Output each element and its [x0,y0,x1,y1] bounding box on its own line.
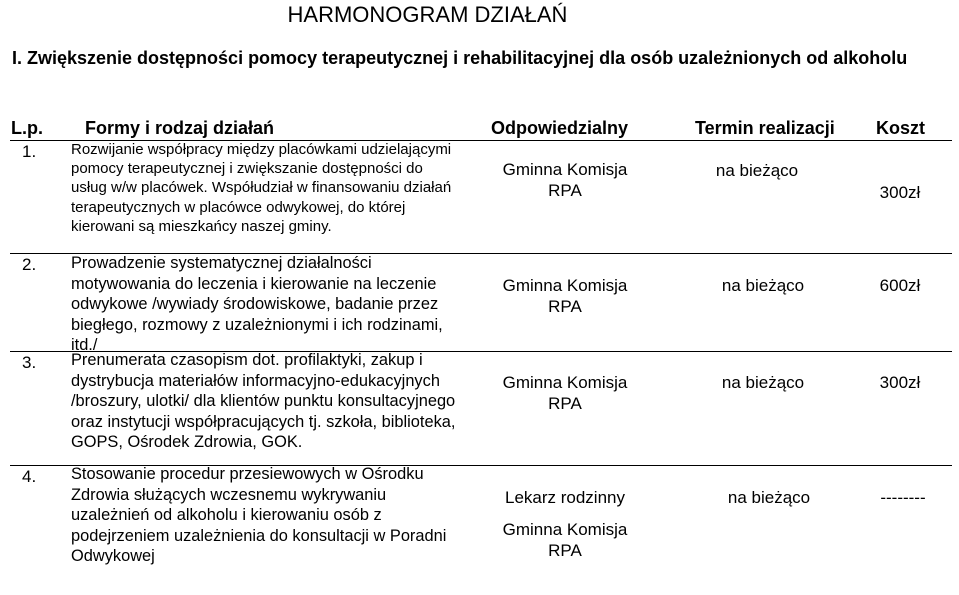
row-term: na bieżąco [721,276,805,295]
row-cost: 300zł [879,183,921,202]
row-cost: 600zł [879,276,921,295]
responsible-line: Gminna Komisja [502,520,628,539]
row-term: na bieżąco [721,373,805,392]
header-lp: L.p. [11,118,43,138]
row-number: 1. [22,142,37,161]
responsible-line: Gminna Komisja [502,276,628,295]
header-term: Termin realizacji [695,118,835,138]
row-term: na bieżąco [727,488,811,507]
row-description: Prowadzenie systematycznej działalności motywowania do leczenia i kierowanie na leczenie odwykowe /wywiady środowiskowe, badanie przez biegłego, rozmowy z uzależnionymi i ich rodzinami, itd./ [71,254,443,355]
section-title: I. Zwiększenie dostępności pomocy terapeutycznej i rehabilitacyjnej dla osób uzależnionych od alkoholu [12,48,908,68]
responsible-line: RPA [548,297,582,316]
responsible-line: Gminna Komisja [502,373,628,392]
responsible-line: RPA [548,181,582,200]
header-cost: Koszt [876,118,925,138]
responsible-line: RPA [548,541,582,560]
row-number: 2. [22,255,37,274]
row-responsible [470,159,660,201]
row-number: 4. [22,467,37,486]
responsible-line: RPA [548,394,582,413]
document-title: HARMONOGRAM DZIAŁAŃ [287,2,568,27]
row-responsible [470,372,660,414]
row-responsible [470,487,660,561]
header-responsible: Odpowiedzialny [491,118,629,138]
responsible-line: Gminna Komisja [502,160,628,179]
row-cost: -------- [880,488,926,507]
header-forms: Formy i rodzaj działań [85,118,275,138]
row-description: Prenumerata czasopism dot. profilaktyki, zakup i dystrybucja materiałów informacyjno-edukacyjnych /broszury, ulotki/ dla klientów punktu konsultacyjnego oraz instytucji współpracujących tj. szkoła, biblioteka, GOPS, Ośrodek Zdrowia, GOK. [71,351,456,452]
row-term: na bieżąco [715,161,799,180]
row-cost: 300zł [879,373,921,392]
row-description: Stosowanie procedur przesiewowych w Ośrodku Zdrowia służących wczesnemu wykrywaniu uzależnień od alkoholu i kierowaniu osób z podejrzeniem uzależnienia do konsultacji w Poradni Odwykowej [71,465,447,566]
row-responsible [470,275,660,317]
row-number: 3. [22,353,37,372]
row-description: Rozwijanie współpracy między placówkami udzielającymi pomocy terapeutycznej i zwiększanie dostępności do usług w/w placówek. Współudział w finansowaniu działań terapeutycznych w placówce odwykowej, do której kierowani są mieszkańcy naszej gminy. [71,141,452,235]
responsible-line: Lekarz rodzinny [504,488,625,507]
